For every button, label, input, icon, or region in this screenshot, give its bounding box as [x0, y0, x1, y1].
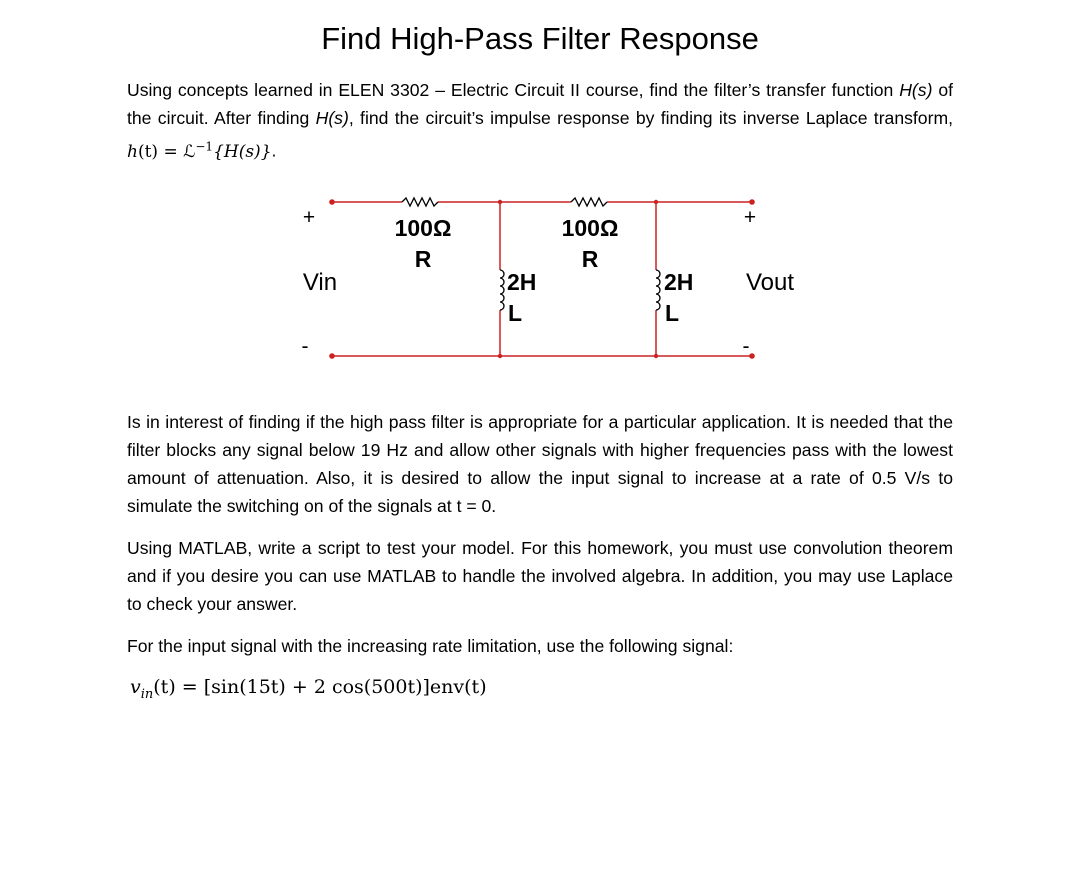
requirements-paragraph: Is in interest of finding if the high pass filter is appropriate for a particular application. It is needed that the filter blocks any signal below 19 Hz and allow other signals with higher frequencies pass with the lowest amount of attenuation. Also, it is desired to allow the input signal to increase at a rate of 0.5 V/s to simulate the switching on of the signals at t = 0. [127, 412, 953, 516]
node-2-top [654, 200, 658, 204]
l2-value-label: 2H [664, 269, 694, 295]
intro-text-1: Using concepts learned in ELEN 3302 – Electric Circuit II course, find the filter’s transfer function [127, 80, 894, 100]
intro-text-6: . [271, 140, 277, 161]
eq-rest: {H(s)} [213, 141, 272, 162]
r1-value-label: 100Ω [394, 215, 452, 241]
node-1-bottom [498, 354, 502, 358]
terminal-in-top [329, 199, 335, 205]
resistor-2 [571, 198, 607, 206]
vout-minus-label: - [742, 335, 750, 358]
eq-sup: −1 [195, 139, 214, 153]
node-1-top [498, 200, 502, 204]
terminal-in-bottom [329, 353, 335, 359]
page-title: Find High-Pass Filter Response [321, 21, 759, 56]
vin-eq-lhs: v [130, 676, 141, 698]
l1-value-label: 2H [507, 269, 537, 295]
l1-name-label: L [508, 300, 523, 326]
intro-text-3: of the circuit. After finding [127, 80, 953, 128]
l2-name-label: L [665, 300, 680, 326]
matlab-paragraph: Using MATLAB, write a script to test your model. For this homework, you must use convolution theorem and if you desire you can use MATLAB to handle the involved algebra. In addition, you may use Laplace to check your answer. [127, 538, 953, 614]
inductor-2 [656, 270, 660, 310]
terminal-out-bottom [749, 353, 755, 359]
eq-laplace: (t) = ℒ [137, 141, 196, 162]
r2-value-label: 100Ω [561, 215, 619, 241]
node-2-bottom [654, 354, 658, 358]
vin-minus-label: - [301, 335, 309, 358]
terminal-out-top [749, 199, 755, 205]
vin-plus-label: + [302, 206, 316, 229]
input-signal-intro: For the input signal with the increasing rate limitation, use the following signal: [127, 636, 734, 656]
vin-eq-rhs: (t) = [sin(15t) + 2 cos(500t)]env(t) [153, 676, 487, 698]
vin-label: Vin [302, 269, 338, 296]
vout-label: Vout [745, 269, 795, 296]
resistor-1 [402, 198, 438, 206]
eq-h: h [127, 141, 138, 162]
intro-text-5: , find the circuit’s impulse response by finding its inverse Laplace transform, [348, 108, 953, 128]
vout-plus-label: + [743, 206, 757, 229]
intro-hs-2: H(s) [315, 108, 349, 128]
intro-hs-1: H(s) [899, 80, 933, 100]
r1-name-label: R [414, 246, 432, 272]
r2-name-label: R [581, 246, 599, 272]
input-signal-equation [130, 673, 487, 709]
vin-eq-sub: in [140, 686, 154, 702]
inductor-1 [500, 270, 504, 310]
